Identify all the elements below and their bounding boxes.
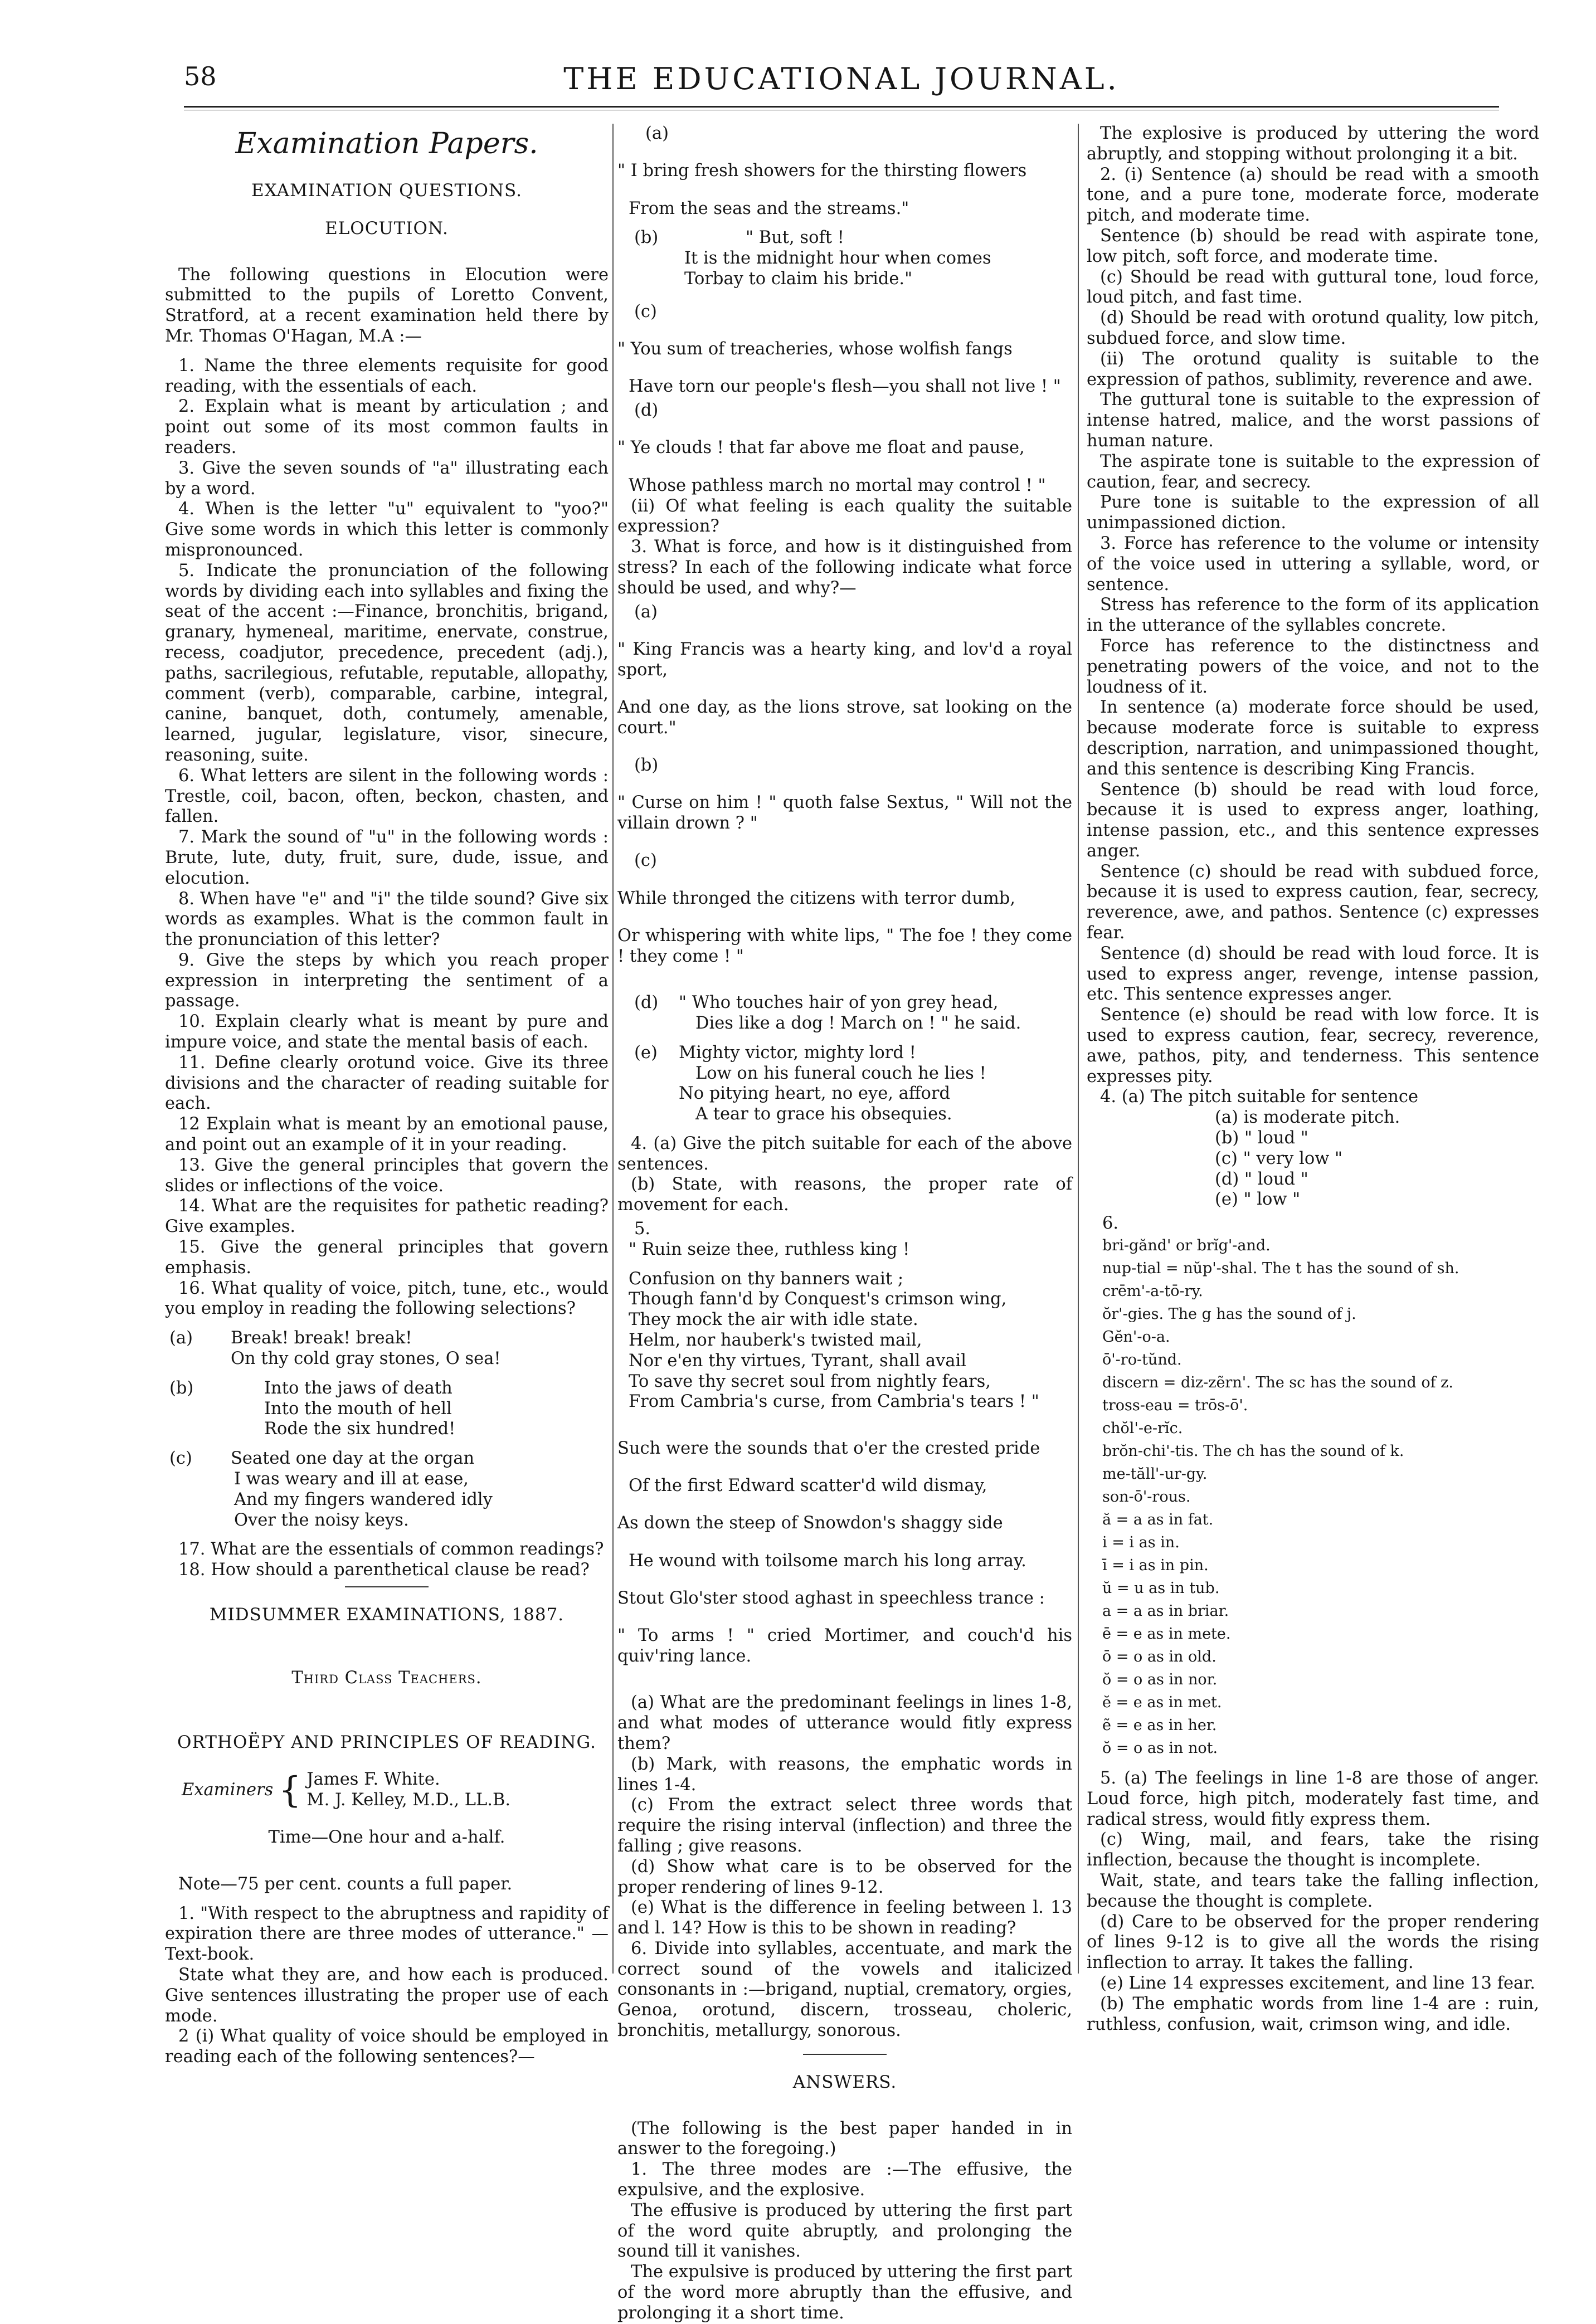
quote-line: It is the midnight hour when comes [684, 249, 991, 269]
quote-line: " King Francis was a hearty king, and lov'd a royal sport, [617, 639, 1072, 680]
pronunciation-entry: nup-tial = nŭp'-shal. The t has the sound of sh. [1102, 1260, 1459, 1278]
answer-paragraph: (c) Should be read with guttural tone, loud force, loud pitch, and fast time. [1087, 267, 1539, 308]
selection-line: On thy cold gray stones, O sea! [231, 1349, 501, 1369]
sentence-label: (e) [634, 1042, 658, 1063]
answer-paragraph: Sentence (d) should be read with loud force. It is used to express anger, revenge, intense passion, etc. This sentence expresses anger. [1087, 943, 1539, 1005]
poem-line: Of the first Edward scatter'd wild dismay, [629, 1476, 987, 1496]
pronunciation-entry: ŏr'-gies. The g has the sound of j. [1102, 1305, 1356, 1323]
column-divider [1078, 124, 1079, 1974]
exam-question: 4. (a) Give the pitch suitable for each of the above sentences. [617, 1133, 1072, 1174]
vowel-key: ŏ = o as in nor. [1102, 1671, 1218, 1689]
question-item: 5. Indicate the pronunciation of the following words by dividing each into syllables and fixing the seat of the accent :—Finance, bronchitis, brigand, granary, hymeneal, maritime, enervate, construe, recess, coadjutor, precedence, precedent (adj.), paths, sacrilegious, refutable, reputable, allopathy, comment (verb), comparable, carbine, integral, canine, banquet, doth, contumely, amenable, learned, jugular, legislature, visor, sinecure, reasoning, suite. [165, 561, 609, 765]
exam-time: Time—One hour and a-half. [268, 1828, 505, 1848]
answer-paragraph: (d) Should be read with orotund quality, low pitch, subdued force, and slow time. [1087, 308, 1539, 348]
pronunciation-entry: Gĕn'-o-a. [1102, 1328, 1170, 1346]
poem-line: Stout Glo'ster stood aghast in speechless trance : [617, 1588, 1045, 1608]
question-item: 17. What are the essentials of common readings? [178, 1539, 604, 1560]
pitch-row: (c) " very low " [1215, 1148, 1343, 1168]
section-divider [345, 1586, 429, 1587]
class-heading: Third Class Teachers. [291, 1668, 482, 1688]
pronunciation-entry: discern = diz-zẽrn'. The sc has the sound of z. [1102, 1374, 1453, 1392]
question-item: 9. Give the steps by which you reach proper expression in interpreting the sentiment of a passage. [165, 950, 609, 1011]
exam-question: 3. What is force, and how is it distinguished from stress? In each of the following indicate what force should be used, and why?— [617, 537, 1072, 598]
selection-line: Break! break! break! [231, 1328, 412, 1348]
selection-a [165, 1328, 609, 1370]
question-part: (e) What is the difference in feeling between l. 13 and l. 14? How is this to be shown in reading? [617, 1898, 1072, 1938]
sentence-label: (a) [645, 124, 669, 143]
answer-paragraph: (ii) The orotund quality is suitable to the expression of pathos, sublimity, reverence and awe. [1087, 349, 1539, 389]
elocution-heading: ELOCUTION. [325, 218, 449, 238]
pronunciation-entry: son-ō'-rous. [1102, 1488, 1191, 1506]
vowel-key: ă = a as in fat. [1102, 1511, 1214, 1529]
sentence-label: (d) [634, 993, 659, 1013]
quote-line: Low on his funeral couch he lies ! [695, 1063, 986, 1083]
pitch-row: (d) " loud " [1215, 1169, 1308, 1189]
poem-line: They mock the air with idle state. [629, 1310, 918, 1330]
question-item: 14. What are the requisites for pathetic reading? Give examples. [165, 1196, 609, 1237]
quote-line: A tear to grace his obsequies. [695, 1104, 952, 1124]
answer-number: 6. [1102, 1214, 1119, 1234]
question-item: 13. Give the general principles that govern the slides or inflections of the voice. [165, 1155, 609, 1196]
sentence-b [617, 228, 1072, 289]
answer-paragraph: (b) The emphatic words from line 1-4 are : ruin, ruthless, confusion, wait, crimson wing, and idle. [1087, 1994, 1539, 2034]
answer-paragraph: The guttural tone is suitable to the expression of intense hatred, malice, and the worst passions of human nature. [1087, 390, 1539, 451]
answer-paragraph: Sentence (e) should be read with low force. It is used to express caution, fear, secrecy, reverence, awe, pathos, pity, and tenderness. This sentence expresses pity. [1087, 1005, 1539, 1087]
journal-title: THE EDUCATIONAL JOURNAL. [563, 61, 1120, 96]
question-item: 11. Define clearly orotund voice. Give its three divisions and the character of reading suitable for each. [165, 1053, 609, 1114]
question-item: 6. What letters are silent in the following words : Trestle, coil, bacon, often, beckon, chasten, and fallen. [165, 766, 609, 827]
quote-line: Torbay to claim his bride." [684, 269, 913, 289]
sentence-label: (d) [634, 401, 659, 421]
quote-line: " I bring fresh showers for the thirsting flowers [617, 161, 1027, 181]
vowel-key: a = a as in briar. [1102, 1602, 1229, 1620]
answer-paragraph: The explosive is produced by uttering the word abruptly, and stopping without prolonging it a bit. [1087, 124, 1539, 164]
quote-line: " Curse on him ! " quoth false Sextus, " Will not the villain drown ? " [617, 793, 1072, 834]
question-item: 7. Mark the sound of "u" in the following words : Brute, lute, duty, fruit, sure, dude, issue, and elocution. [165, 827, 609, 888]
vowel-key: ī = i as in pin. [1102, 1557, 1209, 1575]
sentence-label: (a) [634, 602, 658, 622]
poem-line: " Ruin seize thee, ruthless king ! [629, 1239, 910, 1259]
selection-line: And my fingers wandered idly [234, 1489, 493, 1509]
answer-paragraph: Sentence (c) should be read with subdued force, because it is used to express caution, fear, secrecy, reverence, awe, and pathos. Sentence (c) expresses fear. [1087, 861, 1539, 943]
pronunciation-entry: brŏn-chi'-tis. The ch has the sound of k. [1102, 1443, 1404, 1460]
exam-question: State what they are, and how each is produced. Give sentences illustrating the proper use of each mode. [165, 1965, 609, 2026]
answer-paragraph: Wait, state, and tears take the falling inflection, because the thought is complete. [1087, 1871, 1539, 1911]
sentence-d [617, 993, 1072, 1034]
selection-line: Into the mouth of hell [264, 1399, 452, 1419]
sentence-label: (c) [634, 301, 657, 321]
question-part: (d) Show what care is to be observed for the proper rendering of lines 9-12. [617, 1857, 1072, 1897]
question-item: 1. Name the three elements requisite for good reading, with the essentials of each. [165, 355, 609, 396]
quote-line: Mighty victor, mighty lord ! [679, 1042, 916, 1063]
pronunciation-entry: ō'-ro-tŭnd. [1102, 1351, 1182, 1369]
selection-label: (a) [169, 1328, 193, 1348]
examiners-label: Examiners [182, 1780, 274, 1800]
midsummer-heading: MIDSUMMER EXAMINATIONS, 1887. [209, 1605, 565, 1625]
quote-line: " Ye clouds ! that far above me float and pause, [617, 438, 1025, 458]
selection-b [165, 1378, 609, 1440]
quote-line: And one day, as the lions strove, sat looking on the court." [617, 697, 1072, 738]
subject-heading: ORTHOËPY AND PRINCIPLES OF READING. [177, 1732, 596, 1752]
poem-line: As down the steep of Snowdon's shaggy side [617, 1513, 1003, 1533]
question-part: (c) From the extract select three words that require the rising interval (inflection) and three the falling ; give reasons. [617, 1795, 1072, 1856]
vowel-key: ō = o as in old. [1102, 1648, 1217, 1666]
pitch-row: (e) " low " [1215, 1190, 1301, 1210]
question-part: (ii) Of what feeling is each quality the suitable expression? [617, 496, 1072, 537]
exam-note: Note—75 per cent. counts a full paper. [178, 1874, 513, 1894]
quote-line: From the seas and the streams." [629, 198, 909, 218]
column-2 [617, 124, 1072, 2323]
answer-paragraph: 5. (a) The feelings in line 1-8 are those of anger. Loud force, high pitch, moderately fast time, and radical stress, would fitly express them. [1087, 1768, 1539, 1829]
question-part: 6. Divide into syllables, accentuate, and mark the correct sound of the vowels and italicized consonants in :—brigand, nuptial, crematory, orgies, Genoa, orotund, discern, trosseau, choleric, bronchitis, metallurgy, sonorous. [617, 1938, 1072, 2041]
quote-line: Or whispering with white lips, " The foe ! they come ! they come ! " [617, 926, 1072, 966]
poem-line: Nor e'en thy virtues, Tyrant, shall avail [629, 1351, 966, 1371]
selection-line: Into the jaws of death [264, 1378, 452, 1398]
poem-line: " To arms ! " cried Mortimer, and couch'd his quiv'ring lance. [617, 1626, 1072, 1667]
poem-line: From Cambria's curse, from Cambria's tears ! " [629, 1392, 1039, 1412]
page-number: 58 [184, 61, 217, 91]
answer-paragraph: The effusive is produced by uttering the first part of the word quite abruptly, and prolonging the sound till it vanishes. [617, 2200, 1072, 2262]
vowel-key: ŏ = o as in not. [1102, 1740, 1218, 1757]
answers-intro: (The following is the best paper handed in in answer to the foregoing.) [617, 2118, 1072, 2159]
poem-line: Helm, nor hauberk's twisted mail, [629, 1331, 922, 1351]
quote-line: Dies like a dog ! March on ! " he said. [695, 1013, 1021, 1033]
question-item: 18. How should a parenthetical clause be read? [178, 1560, 590, 1580]
sentence-label: (c) [634, 851, 657, 871]
selection-label: (c) [169, 1449, 192, 1469]
vowel-key: ĕ = e as in met. [1102, 1694, 1222, 1712]
pronunciation-list [1087, 1234, 1539, 1760]
answer-paragraph: 4. (a) The pitch suitable for sentence [1100, 1087, 1419, 1107]
pronunciation-entry: me-tăll'-ur-gy. [1102, 1465, 1208, 1483]
page-header [184, 61, 1499, 100]
question-item: 2. Explain what is meant by articulation ; and point out some of its most common faults in readers. [165, 397, 609, 457]
answer-paragraph: 2. (i) Sentence (a) should be read with a smooth tone, and a pure tone, moderate force, moderate pitch, and moderate time. [1087, 164, 1539, 226]
pronunciation-entry: bri-gănd' or brĭg'-and. [1102, 1237, 1271, 1255]
poem-line: To save thy secret soul from nightly fears, [629, 1371, 991, 1391]
examiner-name: James F. White. [306, 1770, 440, 1790]
examiner-name: M. J. Kelley, M.D., LL.B. [306, 1790, 511, 1810]
pronunciation-entry: tross-eau = trōs-ō'. [1102, 1397, 1248, 1415]
question-item: 12 Explain what is meant by an emotional pause, and point out an example of it in your reading. [165, 1114, 609, 1155]
answer-paragraph: The aspirate tone is suitable to the expression of caution, fear, and secrecy. [1087, 451, 1539, 492]
question-item: 16. What quality of voice, pitch, tune, etc., would you employ in reading the following selections? [165, 1278, 609, 1319]
vowel-key: i = i as in. [1102, 1534, 1180, 1552]
poem-line: He wound with toilsome march his long array. [629, 1551, 1026, 1571]
intro-paragraph: The following questions in Elocution were submitted to the pupils of Loretto Convent, Stratford, at a recent examination held there by Mr. Thomas O'Hagan, M.A :— [165, 265, 609, 346]
vowel-key: ŭ = u as in tub. [1102, 1580, 1220, 1597]
answer-paragraph: (e) Line 14 expresses excitement, and line 13 fear. [1100, 1974, 1536, 1993]
answer-paragraph: Sentence (b) should be read with loud force, because it is used to express anger, loathing, intense passion, etc., and this sentence expresses anger. [1087, 779, 1539, 861]
vowel-key: ē = e as in mete. [1102, 1625, 1231, 1643]
poem-line: Though fann'd by Conquest's crimson wing, [629, 1289, 1007, 1309]
question-item: 3. Give the seven sounds of "a" illustrating each by a word. [165, 458, 609, 499]
question-item: 10. Explain clearly what is meant by pure and impure voice, and state the mental basis of each. [165, 1012, 609, 1053]
answer-paragraph: 3. Force has reference to the volume or intensity of the voice used in uttering a syllable, word, or sentence. [1087, 533, 1539, 595]
pitch-row: (a) is moderate pitch. [1215, 1108, 1400, 1128]
answer-paragraph: Sentence (b) should be read with aspirate tone, low pitch, soft force, and moderate time. [1087, 226, 1539, 266]
selection-line: Over the noisy keys. [234, 1510, 409, 1530]
quote-line: Have torn our people's flesh—you shall not live ! " [629, 377, 1061, 397]
vowel-key: ẽ = e as in her. [1102, 1717, 1217, 1735]
poem-line: Confusion on thy banners wait ; [629, 1269, 904, 1289]
section-divider [803, 2054, 887, 2055]
selection-label: (b) [169, 1378, 194, 1398]
quote-line: No pitying heart, no eye, afford [679, 1084, 950, 1104]
pitch-row: (b) " loud " [1215, 1128, 1308, 1148]
answers-heading: ANSWERS. [792, 2072, 897, 2092]
column-divider [612, 124, 614, 1974]
selection-c [165, 1449, 609, 1531]
question-item: 8. When have "e" and "i" the tilde sound? Give six words as examples. What is the common fault in the pronunciation of this letter? [165, 889, 609, 950]
selection-line: I was weary and ill at ease, [234, 1469, 469, 1489]
question-item: 15. Give the general principles that govern emphasis. [165, 1237, 609, 1278]
sentence-label: (b) [634, 228, 659, 248]
question-number: 5. [634, 1219, 651, 1239]
quote-line: " You sum of treacheries, whose wolfish fangs [617, 339, 1013, 359]
examiners-block [165, 1770, 609, 1811]
questions-heading: EXAMINATION QUESTIONS. [251, 181, 522, 201]
quote-line: " But, soft ! [746, 228, 844, 248]
answer-paragraph: The expulsive is produced by uttering the first part of the word more abruptly than the effusive, and prolonging it a short time. [617, 2262, 1072, 2323]
answer-paragraph: (d) Care to be observed for the proper rendering of lines 9-12 is to give all the words the rising inflection to array. It takes the falling. [1087, 1912, 1539, 1973]
question-part: (a) What are the predominant feelings in lines 1-8, and what modes of utterance would fitly express them? [617, 1693, 1072, 1753]
answer-paragraph: Stress has reference to the form of its application in the utterance of the syllables concrete. [1087, 595, 1539, 636]
header-rule [184, 106, 1499, 108]
column-1 [165, 124, 609, 2067]
sentence-label: (b) [634, 756, 659, 776]
question-part: (b) Mark, with reasons, the emphatic words in lines 1-4. [617, 1754, 1072, 1795]
sentence-e [617, 1043, 1072, 1125]
column-3 [1087, 124, 1539, 2034]
poem-line: Such were the sounds that o'er the crested pride [617, 1438, 1040, 1458]
answer-paragraph: In sentence (a) moderate force should be used, because moderate force is suitable to express description, narration, and unimpassioned thought, and this sentence is describing King Francis. [1087, 698, 1539, 779]
examiners-list [306, 1770, 510, 1811]
brace-glyph: { [278, 1770, 301, 1811]
quote-line: While thronged the citizens with terror dumb, [617, 888, 1015, 908]
exam-question: 2 (i) What quality of voice should be employed in reading each of the following sentences?— [165, 2026, 609, 2067]
pronunciation-entry: crēm'-a-tō-ry. [1102, 1283, 1203, 1300]
quote-line: " Who touches hair of yon grey head, [679, 993, 999, 1013]
pronunciation-entry: chŏl'-e-rĭc. [1102, 1420, 1183, 1438]
question-item: 4. When is the letter "u" equivalent to "yoo?" Give some words in which this letter is commonly mispronounced. [165, 499, 609, 560]
answer-paragraph: Pure tone is suitable to the expression of all unimpassioned diction. [1087, 493, 1539, 533]
exam-question: 1. "With respect to the abruptness and rapidity of expiration there are three modes of utterance." —Text-book. [165, 1903, 609, 1965]
quote-line: Whose pathless march no mortal may control ! " [629, 475, 1046, 495]
selection-line: Seated one day at the organ [231, 1449, 475, 1469]
answer-paragraph: (c) Wing, mail, and fears, take the rising inflection, because the thought is incomplete. [1087, 1830, 1539, 1870]
section-title: Examination Papers. [235, 127, 538, 160]
selection-line: Rode the six hundred! [264, 1419, 456, 1439]
answer-paragraph: 1. The three modes are :—The effusive, the expulsive, and the explosive. [617, 2160, 1072, 2200]
exam-question: (b) State, with reasons, the proper rate of movement for each. [617, 1175, 1072, 1215]
answer-paragraph: Force has reference to the distinctness and penetrating powers of the voice, and not to the loudness of it. [1087, 636, 1539, 697]
